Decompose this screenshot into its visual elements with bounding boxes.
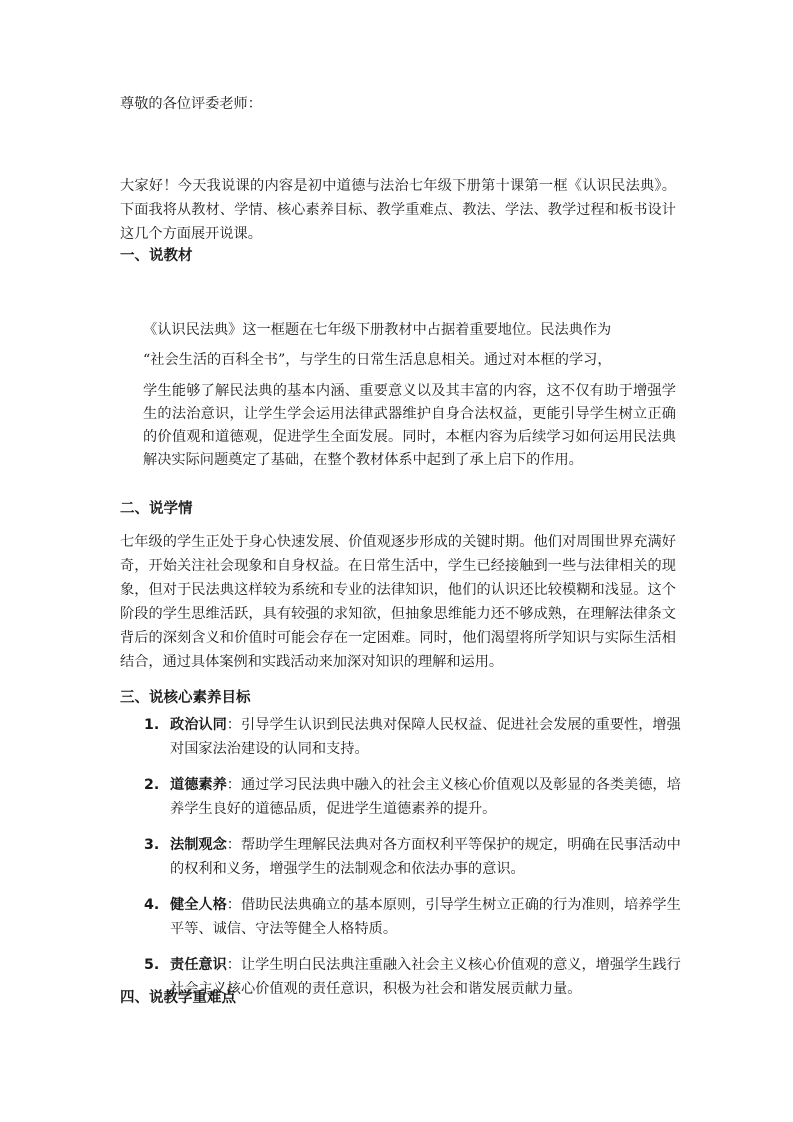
- goal-item: 4. 健全人格：借助民法典确立的基本原则，引导学生树立正确的行为准则，培养学生平等、诚信、守法等健全人格特质。: [144, 897, 681, 937]
- goal-text: ：引导学生认识到民法典对保障人民权益、促进社会发展的重要性，增强对国家法治建设的认同和支持。: [170, 717, 681, 757]
- section-heading-key-points: 四、说教学重难点: [120, 990, 236, 1006]
- section-heading-goals: 三、说核心素养目标: [120, 690, 251, 706]
- intro-paragraph: 大家好！今天我说课的内容是初中道德与法治七年级下册第十课第一框《认识民法典》。下面我将从教材、学情、核心素养目标、教学重难点、教法、学法、教学过程和板书设计这几个方面展开说课。: [120, 178, 676, 242]
- students-paragraph: 七年级的学生正处于身心快速发展、价值观逐步形成的关键时期。他们对周围世界充满好奇，开始关注社会现象和自身权益。在日常生活中，学生已经接触到一些与法律相关的现象，但对于民法典这样较为系统和专业的法律知识，他们的认识还比较模糊和浅显。这个阶段的学生思维活跃，具有较强的求知欲，但抽象思维能力还不够成熟，在理解法律条文背后的深刻含义和价值时可能会存在一定困难。同时，他们渴望将所学知识与实际生活相结合，通过具体案例和实践活动来加深对知识的理解和运用。: [120, 534, 676, 670]
- core-goals-list: [120, 714, 686, 1014]
- goal-item: 5. 责任意识：让学生明白民法典注重融入社会主义核心价值观的意义，增强学生践行社会主义核心价值观的责任意识，积极为社会和谐发展贡献力量。: [144, 957, 681, 997]
- textbook-para-rest: 学生能够了解民法典的基本内涵、重要意义以及其丰富的内容，这不仅有助于增强学生的法治意识，让学生学会运用法律武器维护自身合法权益，更能引导学生树立正确的价值观和道德观，促进学生全面发展。同时，本框内容为后续学习如何运用民法典解决实际问题奠定了基础，在整个教材体系中起到了承上启下的作用。: [143, 383, 676, 468]
- goal-text: ：帮助学生理解民法典对各方面权利平等保护的规定，明确在民事活动中的权利和义务，增强学生的法制观念和依法办事的意识。: [170, 837, 681, 877]
- section-heading-students: 二、说学情: [120, 501, 193, 517]
- goal-term: 道德素养: [170, 777, 227, 793]
- textbook-para-line2: “社会生活的百科全书”，与学生的日常生活息息相关。通过对本框的学习，: [143, 352, 612, 368]
- goal-item: 1. 政治认同：引导学生认识到民法典对保障人民权益、促进社会发展的重要性，增强对国家法治建设的认同和支持。: [144, 717, 681, 757]
- textbook-para-line1: 《认识民法典》这一框题在七年级下册教材中占据着重要地位。民法典作为: [143, 322, 612, 338]
- goal-item: 2. 道德素养：通过学习民法典中融入的社会主义核心价值观以及彰显的各类美德，培养学生良好的道德品质，促进学生道德素养的提升。: [144, 777, 681, 817]
- goal-item: 3. 法制观念：帮助学生理解民法典对各方面权利平等保护的规定，明确在民事活动中的权利和义务，增强学生的法制观念和依法办事的意识。: [144, 837, 681, 877]
- goal-text: ：让学生明白民法典注重融入社会主义核心价值观的意义，增强学生践行社会主义核心价值观的责任意识，积极为社会和谐发展贡献力量。: [170, 957, 681, 997]
- goal-term: 健全人格: [170, 897, 227, 913]
- goal-text: ：通过学习民法典中融入的社会主义核心价值观以及彰显的各类美德，培养学生良好的道德品质，促进学生道德素养的提升。: [170, 777, 681, 817]
- salutation: 尊敬的各位评委老师：: [120, 96, 262, 112]
- goal-text: ：借助民法典确立的基本原则，引导学生树立正确的行为准则，培养学生平等、诚信、守法等健全人格特质。: [170, 897, 681, 937]
- goal-term: 法制观念: [170, 837, 227, 853]
- goal-term: 政治认同: [170, 717, 227, 733]
- section-heading-textbook: 一、说教材: [120, 248, 193, 264]
- goal-term: 责任意识: [170, 957, 227, 973]
